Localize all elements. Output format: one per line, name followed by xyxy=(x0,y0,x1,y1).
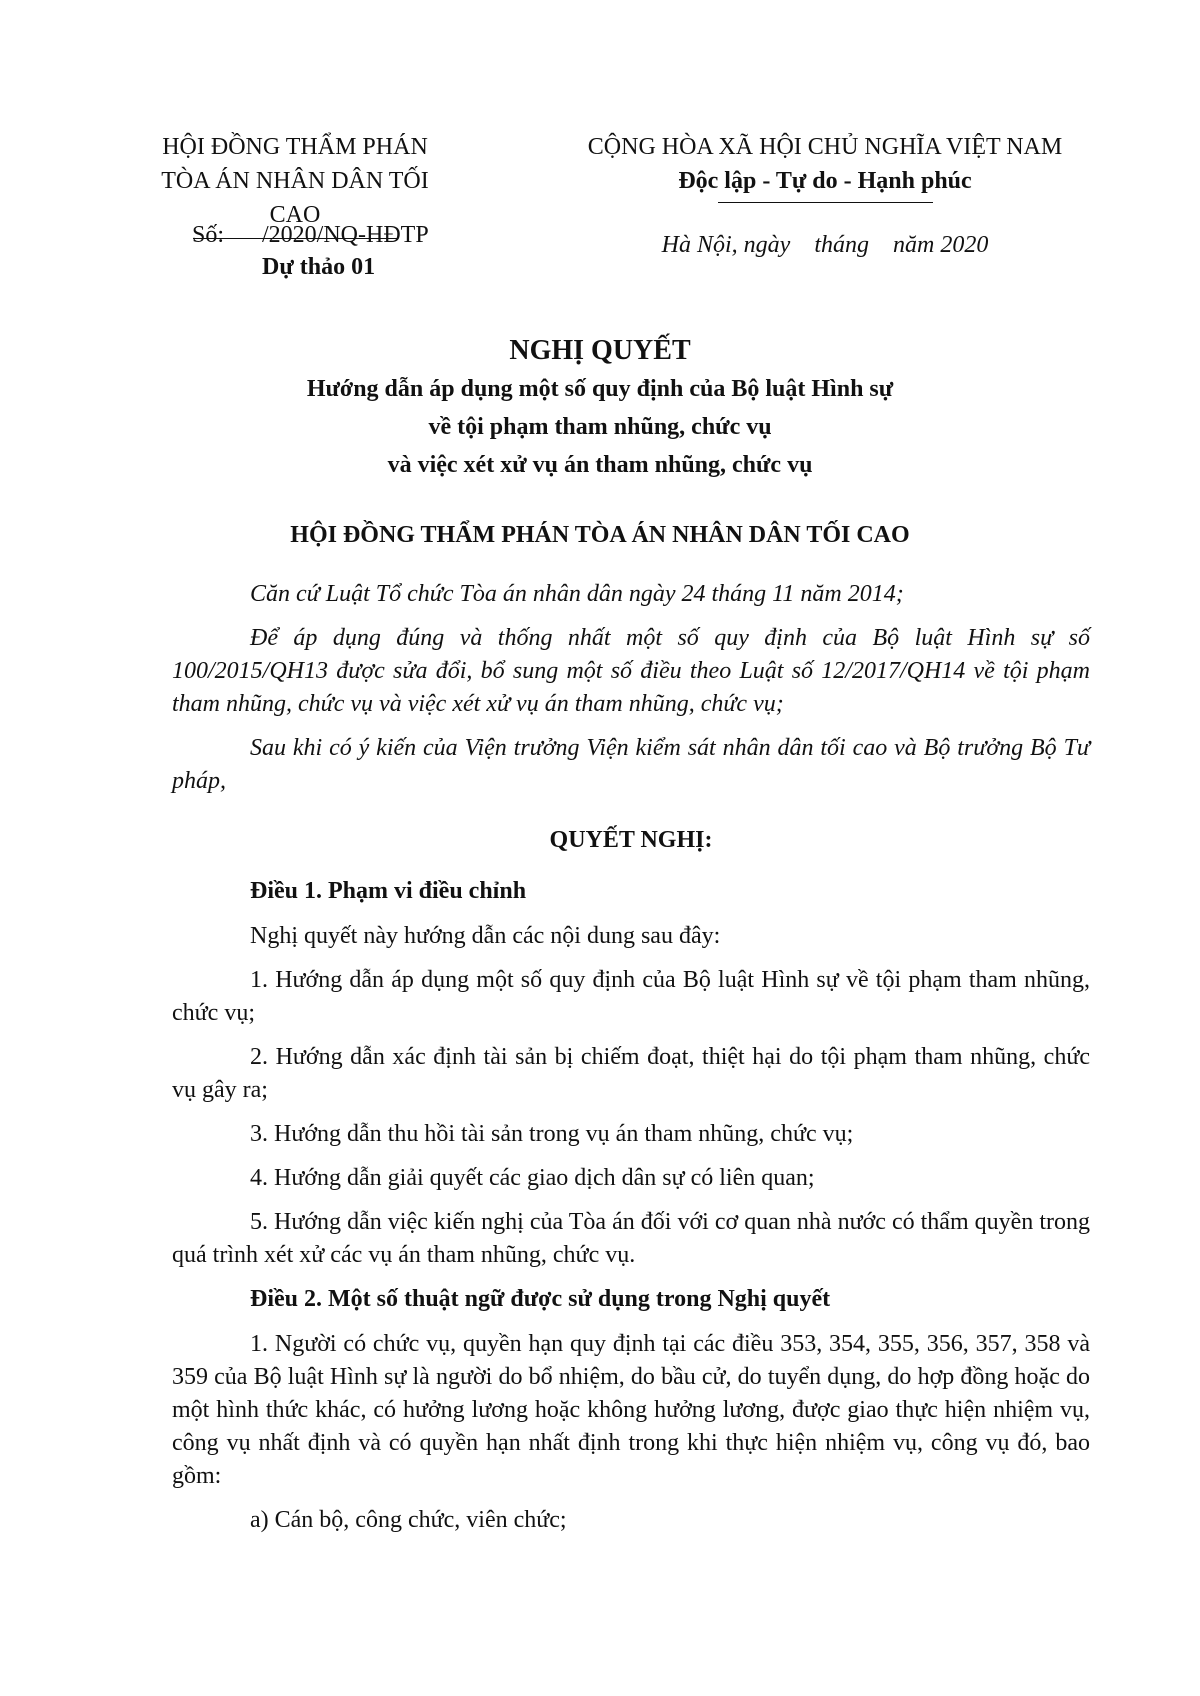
document-body xyxy=(172,578,1090,1548)
subtitle-line-1: Hướng dẫn áp dụng một số quy định của Bộ luật Hình sự xyxy=(306,376,894,402)
article-2-item: 1. Người có chức vụ, quyền hạn quy định tại các điều 353, 354, 355, 356, 357, 358 và 359 của Bộ luật Hình sự là người do bổ nhiệm, do bầu cử, do tuyển dụng, do hợp đồng hoặc do một hình thức khác, có hưởng lương hoặc không hưởng lương, được giao thực hiện nhiệm vụ, công vụ nhất định và có quyền hạn nhất định trong khi thực hiện nhiệm vụ, công vụ đó, bao gồm: xyxy=(172,1331,1090,1489)
council-heading: HỘI ĐỒNG THẨM PHÁN TÒA ÁN NHÂN DÂN TỐI CAO xyxy=(290,522,910,548)
issuer-line-2: TÒA ÁN NHÂN DÂN TỐI CAO xyxy=(161,168,429,228)
article-1-item: 2. Hướng dẫn xác định tài sản bị chiếm đoạt, thiệt hại do tội phạm tham nhũng, chức vụ gây ra; xyxy=(172,1044,1090,1103)
article-1-item: 5. Hướng dẫn việc kiến nghị của Tòa án đối với cơ quan nhà nước có thẩm quyền trong quá trình xét xử các vụ án tham nhũng, chức vụ. xyxy=(172,1209,1090,1268)
article-2-heading: Điều 2. Một số thuật ngữ được sử dụng trong Nghị quyết xyxy=(250,1286,831,1312)
article-1-intro: Nghị quyết này hướng dẫn các nội dung sau đây: xyxy=(250,923,721,949)
article-1-heading: Điều 1. Phạm vi điều chỉnh xyxy=(250,878,527,904)
document-number xyxy=(192,218,429,252)
issuer-line-1: HỘI ĐỒNG THẨM PHÁN xyxy=(162,134,428,160)
preamble-paragraph: Căn cứ Luật Tổ chức Tòa án nhân dân ngày 24 tháng 11 năm 2014; xyxy=(250,581,904,607)
title-block xyxy=(120,332,1080,484)
national-title-block xyxy=(560,130,1090,203)
motto-underline xyxy=(718,202,933,203)
article-1-item: 4. Hướng dẫn giải quyết các giao dịch dân sự có liên quan; xyxy=(250,1165,815,1191)
national-title: CỘNG HÒA XÃ HỘI CHỦ NGHĨA VIỆT NAM xyxy=(587,134,1063,160)
number-value: /2020/NQ-HĐTP xyxy=(262,222,429,248)
document-title: NGHỊ QUYẾT xyxy=(509,335,691,366)
number-label: Số: xyxy=(192,222,225,248)
preamble-paragraph: Để áp dụng đúng và thống nhất một số quy định của Bộ luật Hình sự số 100/2015/QH13 được sửa đổi, bổ sung một số điều theo Luật số 12/2017/QH14 về tội phạm tham nhũng, chức vụ và việc xét xử vụ án tham nhũng, chức vụ; xyxy=(172,625,1090,717)
preamble-paragraph: Sau khi có ý kiến của Viện trưởng Viện kiểm sát nhân dân tối cao và Bộ trưởng Bộ Tư pháp, xyxy=(172,735,1090,794)
article-2-item: a) Cán bộ, công chức, viên chức; xyxy=(250,1507,567,1533)
subtitle-line-2: về tội phạm tham nhũng, chức vụ xyxy=(428,414,772,440)
subtitle-line-3: và việc xét xử vụ án tham nhũng, chức vụ xyxy=(387,452,813,478)
document-date: Hà Nội, ngày tháng năm 2020 xyxy=(661,232,989,258)
national-motto: Độc lập - Tự do - Hạnh phúc xyxy=(678,168,972,194)
draft-label: Dự thảo 01 xyxy=(262,254,376,280)
article-1-item: 1. Hướng dẫn áp dụng một số quy định của Bộ luật Hình sự về tội phạm tham nhũng, chức vụ; xyxy=(172,967,1090,1026)
resolve-heading: QUYẾT NGHỊ: xyxy=(549,827,713,853)
article-1-item: 3. Hướng dẫn thu hồi tài sản trong vụ án tham nhũng, chức vụ; xyxy=(250,1121,854,1147)
